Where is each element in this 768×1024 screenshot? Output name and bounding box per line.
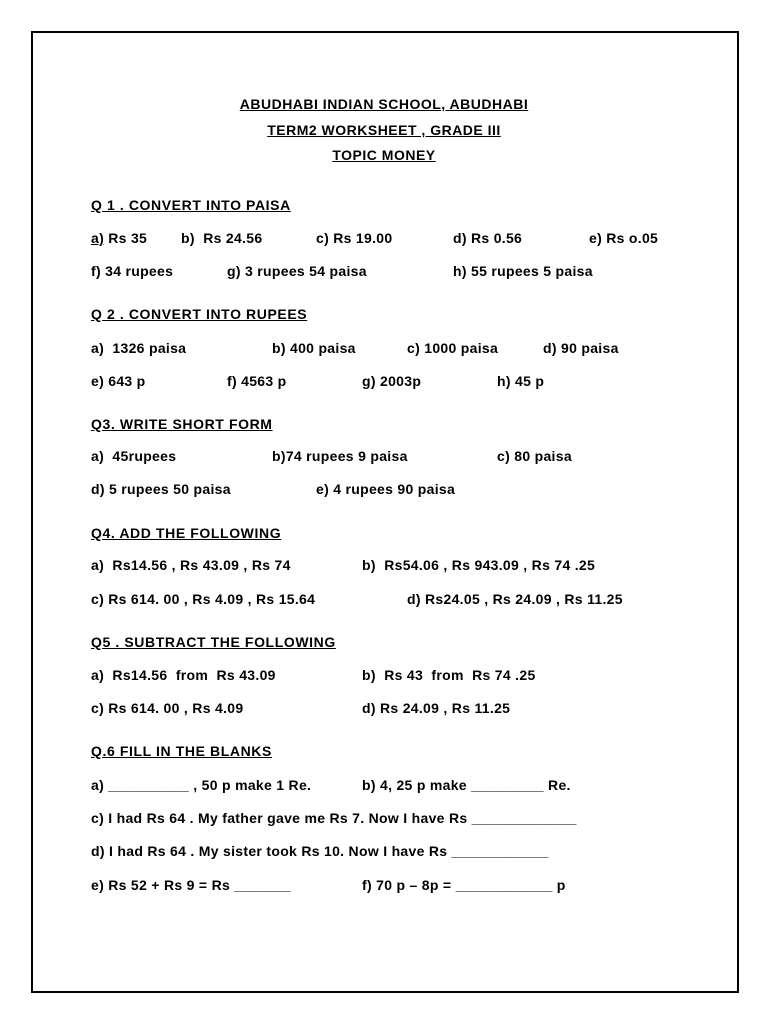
q1-item-c: c) Rs 19.00 [316,230,393,246]
q4-heading: Q4. ADD THE FOLLOWING [91,525,282,541]
q4-item-c: c) Rs 614. 00 , Rs 4.09 , Rs 15.64 [91,591,316,607]
q1-item-d: d) Rs 0.56 [453,230,523,246]
q1-item-f: f) 34 rupees [91,263,174,279]
worksheet-title: TERM2 WORKSHEET , GRADE III [267,122,501,138]
q3-item-b: b)74 rupees 9 paisa [272,448,408,464]
q2-item-g: g) 2003p [362,373,422,389]
q1-item-b: b) Rs 24.56 [181,230,263,246]
topic-title: TOPIC MONEY [332,147,436,163]
q1-heading: Q 1 . CONVERT INTO PAISA [91,197,291,213]
q6-item-d: d) I had Rs 64 . My sister took Rs 10. Now I have Rs ____________ [91,843,549,859]
q5-item-b: b) Rs 43 from Rs 74 .25 [362,667,536,683]
q2-item-a: a) 1326 paisa [91,340,187,356]
q2-item-b: b) 400 paisa [272,340,356,356]
q5-item-d: d) Rs 24.09 , Rs 11.25 [362,700,511,716]
q1-item-a-text: Rs 35 [104,230,148,246]
q3-item-d: d) 5 rupees 50 paisa [91,481,231,497]
q3-item-c: c) 80 paisa [497,448,572,464]
q1-item-e: e) Rs o.05 [589,230,659,246]
q1-item-a [91,230,147,246]
q6-item-f: f) 70 p – 8p = ____________ p [362,877,566,893]
q3-item-a: a) 45rupees [91,448,177,464]
q2-item-h: h) 45 p [497,373,545,389]
q5-item-a: a) Rs14.56 from Rs 43.09 [91,667,276,683]
q3-item-e: e) 4 rupees 90 paisa [316,481,456,497]
q2-heading: Q 2 . CONVERT INTO RUPEES [91,306,308,322]
q2-item-c: c) 1000 paisa [407,340,499,356]
q4-item-b: b) Rs54.06 , Rs 943.09 , Rs 74 .25 [362,557,596,573]
q1-item-a-label: a) [91,230,105,246]
q6-heading: Q.6 FILL IN THE BLANKS [91,743,272,759]
q2-item-f: f) 4563 p [227,373,287,389]
q2-item-d: d) 90 paisa [543,340,619,356]
q6-item-e: e) Rs 52 + Rs 9 = Rs _______ [91,877,291,893]
q1-item-g: g) 3 rupees 54 paisa [227,263,367,279]
q3-heading: Q3. WRITE SHORT FORM [91,416,273,432]
q6-item-a: a) __________ , 50 p make 1 Re. [91,777,312,793]
school-title: ABUDHABI INDIAN SCHOOL, ABUDHABI [239,96,529,112]
q5-item-c: c) Rs 614. 00 , Rs 4.09 [91,700,244,716]
q4-item-d: d) Rs24.05 , Rs 24.09 , Rs 11.25 [407,591,623,607]
q6-item-c: c) I had Rs 64 . My father gave me Rs 7. Now I have Rs _____________ [91,810,577,826]
q1-item-h: h) 55 rupees 5 paisa [453,263,593,279]
q6-item-b: b) 4, 25 p make _________ Re. [362,777,571,793]
q5-heading: Q5 . SUBTRACT THE FOLLOWING [91,634,336,650]
q2-item-e: e) 643 p [91,373,146,389]
q4-item-a: a) Rs14.56 , Rs 43.09 , Rs 74 [91,557,291,573]
